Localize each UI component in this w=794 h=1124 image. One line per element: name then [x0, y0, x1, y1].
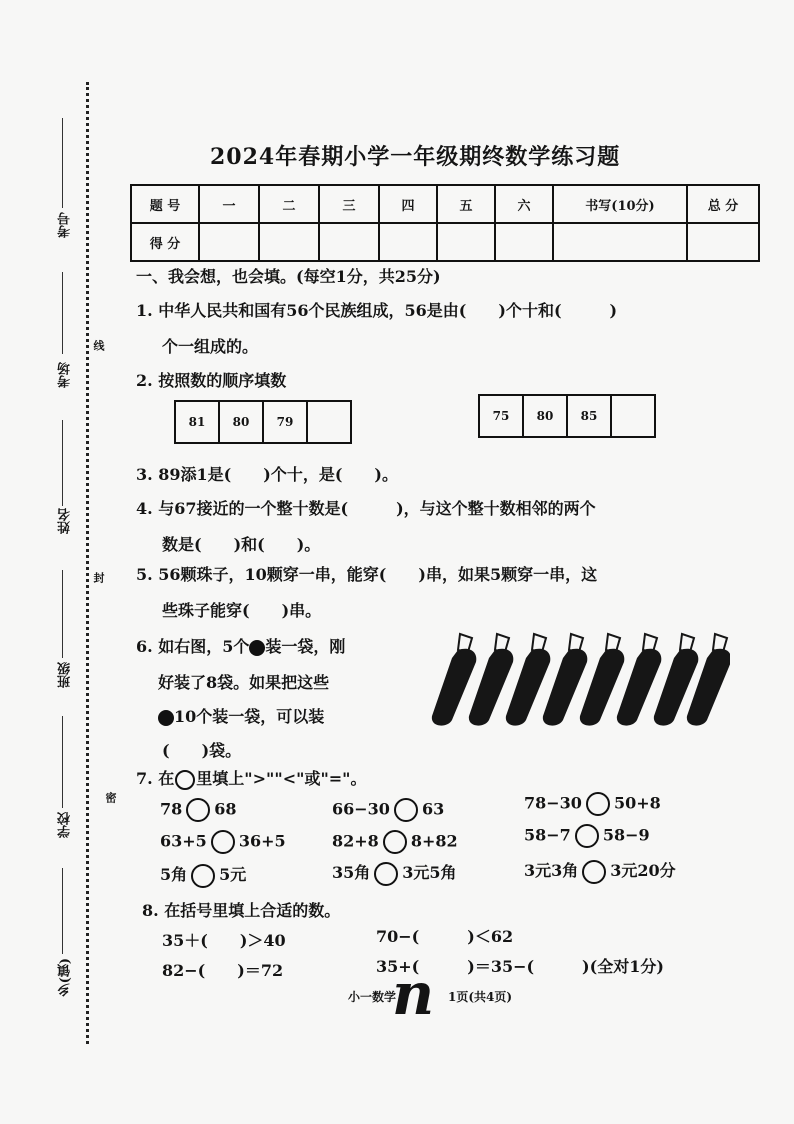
compare-left: 78−30 — [524, 793, 582, 813]
compare-circle[interactable] — [374, 862, 398, 886]
compare-right: 8+82 — [410, 831, 458, 851]
bag-icon — [580, 634, 624, 726]
xiang-line — [62, 868, 63, 954]
score-header-cell: 六 — [495, 185, 553, 223]
compare-right: 63 — [421, 799, 445, 819]
compare-item — [160, 798, 237, 822]
question-4-line-2: 数是( )和( )。 — [162, 535, 321, 554]
bead-bags-illustration — [420, 628, 730, 728]
question-7-text-a: 7. 在 — [136, 769, 175, 788]
compare-right: 3元20分 — [610, 861, 676, 880]
question-6-line-1 — [136, 634, 345, 657]
question-6-text-a: 6. 如右图，5个 — [136, 637, 250, 656]
handwritten-mark: n — [392, 960, 435, 1028]
xiang-label: 乡(镇) — [58, 958, 73, 997]
score-header-cell: 一 — [199, 185, 259, 223]
score-header-cell: 总 分 — [687, 185, 759, 223]
kaochang-label: 考场 — [58, 362, 73, 388]
xingming-line — [62, 420, 63, 506]
compare-circle[interactable] — [211, 830, 235, 854]
score-cell[interactable] — [199, 223, 259, 261]
score-cell[interactable] — [319, 223, 379, 261]
compare-right: 50+8 — [613, 793, 661, 813]
question-7-text-b: 里填上">""<"或"="。 — [196, 769, 367, 788]
question-2-text: 2. 按照数的顺序填数 — [136, 371, 287, 390]
compare-left: 58−7 — [524, 825, 571, 845]
sequence-blank-cell[interactable] — [307, 401, 351, 443]
compare-item — [160, 830, 286, 854]
score-table-header-row — [131, 185, 759, 223]
question-8-text: 8. 在括号里填上合适的数。 — [142, 901, 341, 920]
compare-circle[interactable] — [586, 792, 610, 816]
score-row-label: 得 分 — [131, 223, 199, 261]
question-6-line-4: ( )袋。 — [162, 741, 242, 760]
score-header-cell: 二 — [259, 185, 319, 223]
question-1-line-2: 个一组成的。 — [162, 337, 259, 356]
seal-mark-mi: 密 — [104, 792, 117, 803]
question-6-line-3 — [158, 704, 324, 727]
question-8-item-c: 82−( )＝72 — [162, 961, 284, 980]
question-4-line-1: 4. 与67接近的一个整十数是( )，与这个整十数相邻的两个 — [136, 499, 596, 518]
compare-right: 5元 — [219, 865, 247, 884]
score-cell[interactable] — [259, 223, 319, 261]
score-header-cell: 书写(10分) — [553, 185, 687, 223]
compare-item — [524, 858, 676, 884]
binding-dotted-line — [86, 82, 89, 1044]
number-sequence-2 — [478, 394, 656, 438]
compare-item — [524, 792, 661, 816]
score-cell[interactable] — [495, 223, 553, 261]
question-6-text-c: 10个装一袋，可以装 — [174, 707, 325, 726]
score-header-cell: 三 — [319, 185, 379, 223]
compare-right: 36+5 — [238, 831, 286, 851]
number-sequence-1 — [174, 400, 352, 444]
bag-icon — [617, 634, 661, 726]
question-8-item-a: 35＋( )＞40 — [162, 931, 286, 950]
bead-icon — [158, 710, 174, 726]
question-6-text-b: 装一袋，刚 — [265, 637, 346, 656]
bag-icon — [432, 634, 476, 726]
seal-mark-feng: 封 — [92, 572, 105, 583]
compare-left: 78 — [160, 799, 183, 819]
kaochang-line — [62, 272, 63, 354]
score-cell[interactable] — [687, 223, 759, 261]
banji-label: 班级 — [58, 662, 73, 688]
compare-item — [160, 862, 246, 888]
compare-circle[interactable] — [575, 824, 599, 848]
sequence-cell: 81 — [175, 401, 219, 443]
bag-icon — [469, 634, 513, 726]
section-heading: 一、我会想，也会填。(每空1分，共25分) — [136, 267, 441, 286]
compare-item — [332, 830, 458, 854]
bead-icon — [249, 640, 265, 656]
sequence-cell: 79 — [263, 401, 307, 443]
compare-left: 3元3角 — [524, 861, 579, 880]
compare-item — [524, 824, 650, 848]
compare-right: 68 — [214, 799, 237, 819]
question-3: 3. 89添1是( )个十，是( )。 — [136, 465, 398, 484]
score-table — [130, 184, 760, 262]
score-header-cell: 四 — [379, 185, 437, 223]
compare-circle[interactable] — [582, 860, 606, 884]
question-1-line-1: 1. 中华人民共和国有56个民族组成，56是由( )个十和( ) — [136, 301, 618, 320]
question-8-item-b: 70−( )＜62 — [376, 927, 514, 946]
compare-circle[interactable] — [191, 864, 215, 888]
compare-left: 63+5 — [160, 831, 207, 851]
score-header-cell: 五 — [437, 185, 495, 223]
bag-icon — [543, 634, 587, 726]
compare-item — [332, 860, 457, 886]
kaohao-line — [62, 118, 63, 208]
compare-left: 66−30 — [332, 799, 390, 819]
seal-mark-line: 线 — [92, 340, 105, 351]
bag-icon — [506, 634, 550, 726]
compare-right: 3元5角 — [402, 863, 457, 882]
sequence-cell: 85 — [567, 395, 611, 437]
footer-subject: 小一数学 — [348, 990, 397, 1004]
question-5-line-2: 些珠子能穿( )串。 — [162, 601, 322, 620]
footer-page-number: 1页(共4页) — [448, 990, 513, 1004]
question-7-text — [136, 766, 367, 790]
compare-circle[interactable] — [383, 830, 407, 854]
score-cell[interactable] — [553, 223, 687, 261]
sequence-cell: 75 — [479, 395, 523, 437]
sequence-blank-cell[interactable] — [611, 395, 655, 437]
sequence-cell: 80 — [523, 395, 567, 437]
banji-line — [62, 570, 63, 658]
page-title: 2024年春期小学一年级期终数学练习题 — [210, 144, 621, 170]
compare-item — [332, 798, 444, 822]
sequence-cell: 80 — [219, 401, 263, 443]
question-8-item-d: 35+( )＝35−( )(全对1分) — [376, 957, 664, 976]
score-cell[interactable] — [437, 223, 495, 261]
compare-left: 5角 — [160, 865, 188, 884]
compare-right: 58−9 — [602, 825, 650, 845]
compare-circle[interactable] — [394, 798, 418, 822]
score-cell[interactable] — [379, 223, 437, 261]
compare-circle[interactable] — [186, 798, 210, 822]
compare-left: 35角 — [332, 863, 371, 882]
score-header-cell: 题 号 — [131, 185, 199, 223]
xuexiao-label: 学校 — [58, 812, 73, 838]
bag-icon — [687, 634, 730, 726]
circle-icon — [175, 770, 195, 790]
xuexiao-line — [62, 716, 63, 808]
compare-left: 82+8 — [332, 831, 379, 851]
question-5-line-1: 5. 56颗珠子，10颗穿一串，能穿( )串，如果5颗穿一串，这 — [136, 565, 598, 584]
xingming-label: 姓名 — [58, 508, 73, 534]
score-table-score-row — [131, 223, 759, 261]
kaohao-label: 考号 — [58, 212, 73, 238]
question-6-line-2: 好装了8袋。如果把这些 — [158, 673, 330, 692]
